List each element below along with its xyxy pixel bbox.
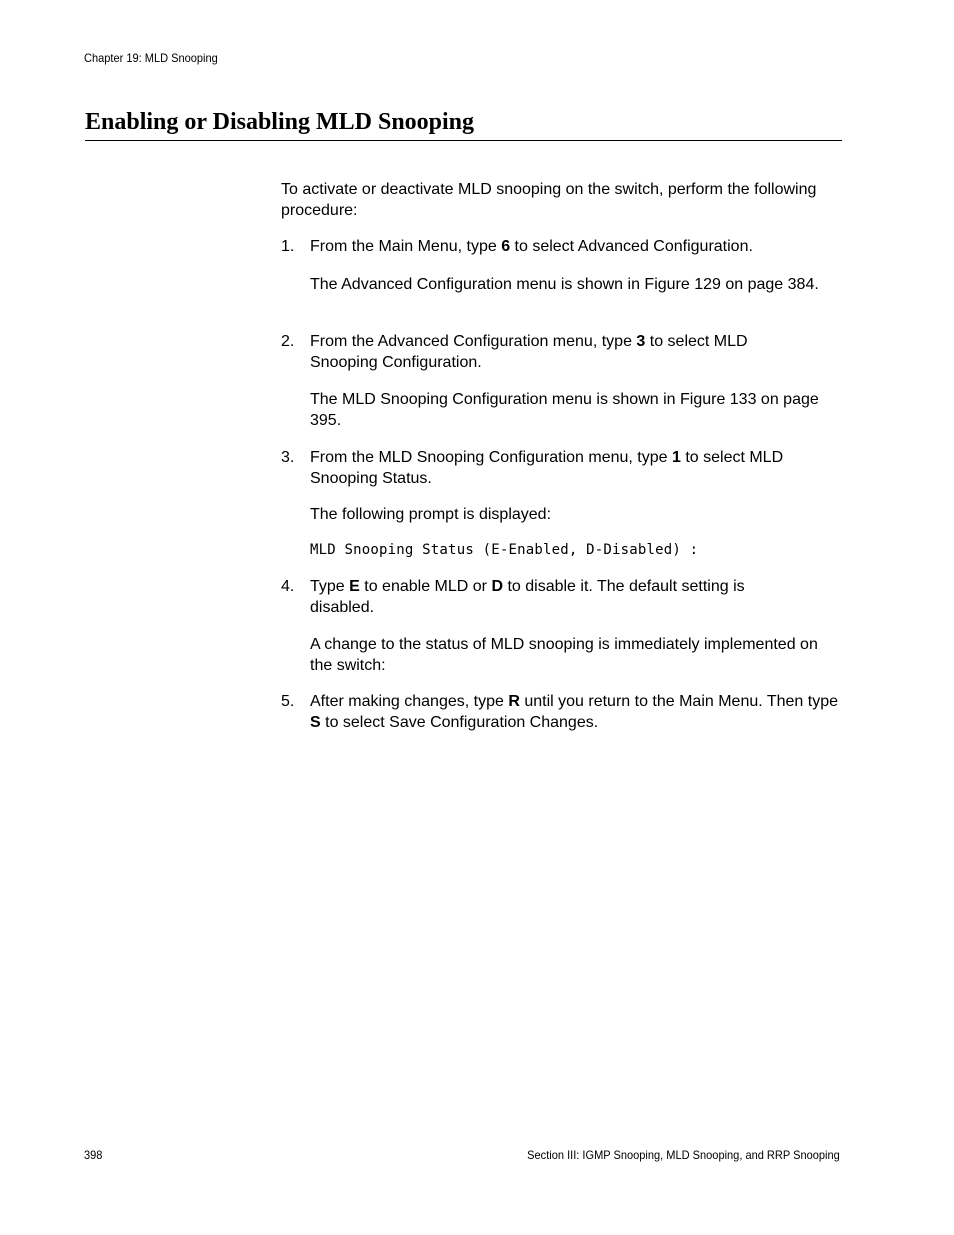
- prompt-code: MLD Snooping Status (E-Enabled, D-Disabled) :: [310, 542, 699, 558]
- step-5-text: After making changes, type R until you return to the Main Menu. Then type S to select Save Configuration Changes.: [310, 693, 838, 731]
- section-title: Enabling or Disabling MLD Snooping: [85, 109, 475, 135]
- step-5-number: 5.: [281, 693, 295, 710]
- step-3-note: The following prompt is displayed:: [310, 506, 552, 523]
- step-3-text: From the MLD Snooping Configuration menu, type 1 to select MLD Snooping Status.: [310, 449, 784, 487]
- step-1-number: 1.: [281, 238, 295, 255]
- step-1-key: 6: [501, 238, 511, 255]
- step-2-text: From the Advanced Configuration menu, type 3 to select MLD Snooping Configuration.: [310, 333, 748, 371]
- step-2-note: The MLD Snooping Configuration menu is shown in Figure 133 on page 395.: [310, 391, 819, 429]
- step-4-key-disable: D: [491, 578, 503, 595]
- step-4-number: 4.: [281, 578, 295, 595]
- step-5-key-return: R: [508, 693, 520, 710]
- running-head: Chapter 19: MLD Snooping: [84, 51, 218, 65]
- step-2-number: 2.: [281, 333, 295, 350]
- step-1-text: From the Main Menu, type 6 to select Advanced Configuration.: [310, 238, 753, 255]
- step-5-key-save: S: [310, 714, 321, 731]
- step-3-key: 1: [671, 449, 681, 466]
- step-2-key: 3: [636, 333, 646, 350]
- intro-paragraph: To activate or deactivate MLD snooping on the switch, perform the following procedure:: [281, 181, 817, 219]
- step-3-number: 3.: [281, 449, 295, 466]
- page-number: 398: [84, 1148, 103, 1162]
- step-4-key-enable: E: [349, 578, 360, 595]
- step-4-text: Type E to enable MLD or D to disable it. The default setting is disabled.: [310, 578, 745, 616]
- step-1-note: The Advanced Configuration menu is shown in Figure 129 on page 384.: [310, 276, 819, 293]
- step-4-note: A change to the status of MLD snooping is immediately implemented on the switch:: [310, 636, 818, 674]
- footer-section-name: Section III: IGMP Snooping, MLD Snooping, and RRP Snooping: [527, 1148, 840, 1162]
- title-rule: [85, 140, 842, 141]
